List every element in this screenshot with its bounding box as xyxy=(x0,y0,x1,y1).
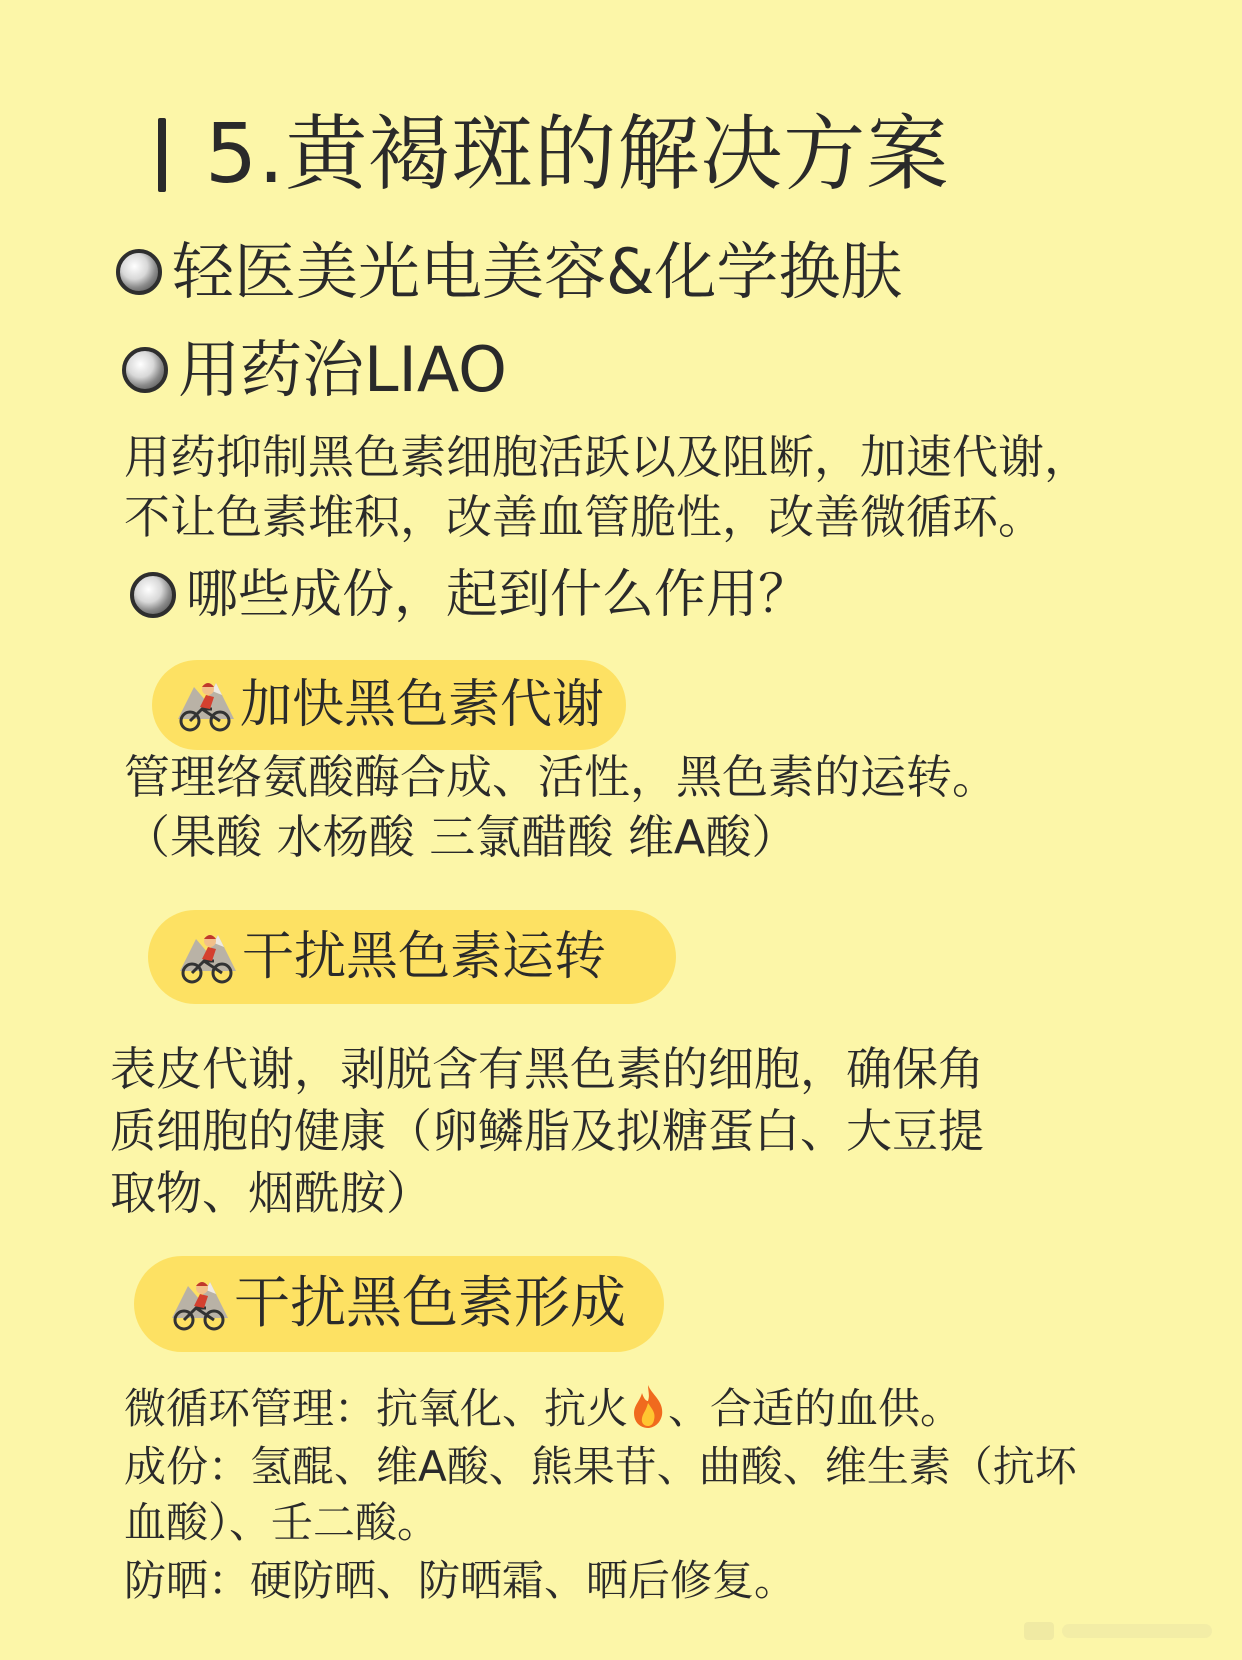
bullet-label: 轻医美光电美容&化学换肤 xyxy=(172,235,903,308)
fire-icon xyxy=(628,1383,668,1429)
section-3-line-3: 血酸）、壬二酸。 xyxy=(124,1498,440,1547)
mountain-biker-icon xyxy=(170,1274,230,1334)
section-2-line-2: 质细胞的健康（卵鳞脂及拟糖蛋白、大豆提 xyxy=(110,1104,984,1158)
radio-button-icon xyxy=(130,572,176,618)
section-label: 干扰黑色素形成 xyxy=(234,1271,626,1336)
section-2-line-3: 取物、烟酰胺） xyxy=(110,1166,432,1220)
section-label: 加快黑色素代谢 xyxy=(240,675,605,735)
watermark-logo xyxy=(1020,1612,1220,1648)
section-3-line-2: 成份：氢醌、维A酸、熊果苷、曲酸、维生素（抗坏 xyxy=(124,1442,1077,1491)
section-2-line-1: 表皮代谢，剥脱含有黑色素的细胞，确保角 xyxy=(110,1042,984,1096)
radio-button-icon xyxy=(122,347,168,393)
bullet-item-ingredients xyxy=(130,560,810,630)
section-3-line-4: 防晒：硬防晒、防晒霜、晒后修复。 xyxy=(124,1556,797,1605)
bullet-item-drug-treatment xyxy=(122,330,507,410)
section-pill-interfere-formation xyxy=(134,1256,664,1352)
section-3-line-1-text-a: 微循环管理：抗氧化、抗火 xyxy=(124,1384,629,1433)
drug-text-line-2: 不让色素堆积，改善血管脆性，改善微循环。 xyxy=(124,490,1044,544)
section-3-line-1-text-b: 、合适的血供。 xyxy=(668,1384,963,1433)
mountain-biker-icon xyxy=(176,675,236,735)
section-pill-speed-metabolism xyxy=(152,660,626,750)
bullet-label: 用药治LIAO xyxy=(178,333,507,406)
title-bar-decoration xyxy=(158,118,166,192)
page-title: 5.黄褐斑的解决方案 xyxy=(205,107,950,202)
section-3-line-1 xyxy=(124,1380,962,1438)
radio-button-icon xyxy=(116,249,162,295)
bullet-label: 哪些成份，起到什么作用？ xyxy=(186,565,811,625)
drug-text-line-1: 用药抑制黑色素细胞活跃以及阻断，加速代谢， xyxy=(124,430,1090,484)
section-1-line-1: 管理络氨酸酶合成、活性，黑色素的运转。 xyxy=(124,750,998,804)
section-pill-interfere-transport xyxy=(148,910,676,1004)
section-label: 干扰黑色素运转 xyxy=(242,927,607,987)
bullet-item-medical-beauty xyxy=(116,232,902,312)
section-1-line-2: （果酸 水杨酸 三氯醋酸 维A酸） xyxy=(124,810,798,864)
mountain-biker-icon xyxy=(178,927,238,987)
